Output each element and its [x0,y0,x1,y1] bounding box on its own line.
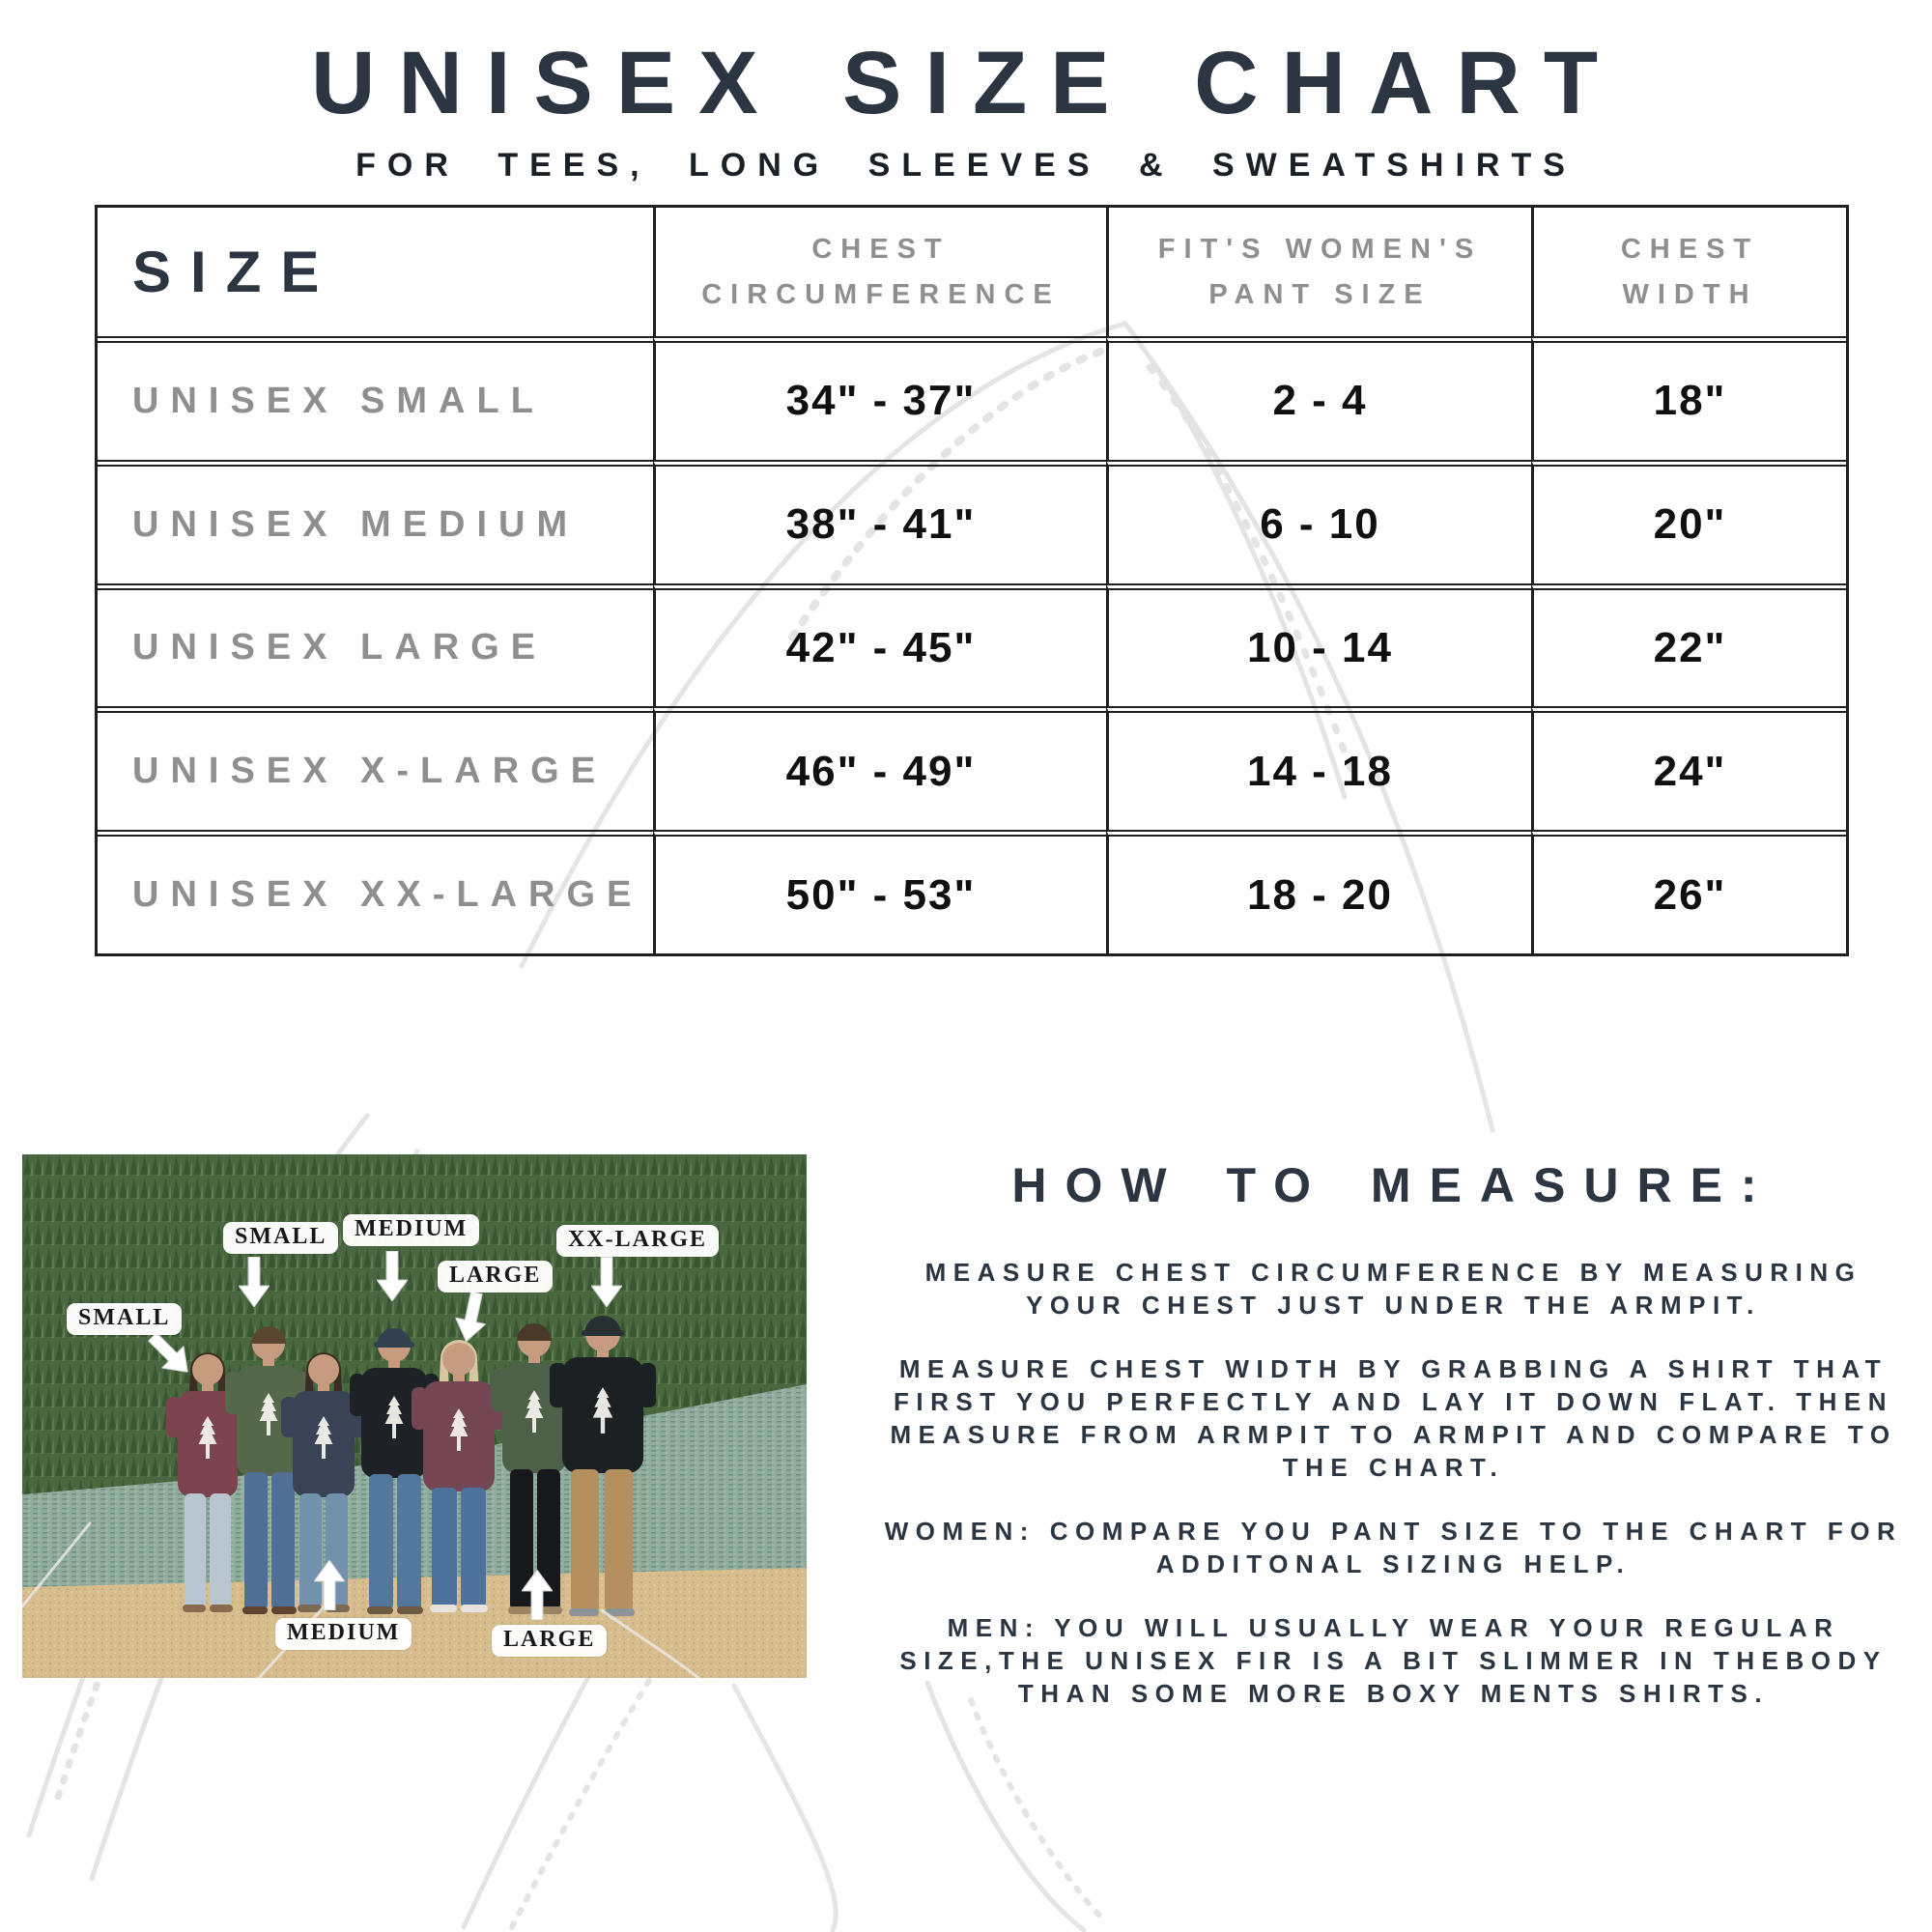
how-to-measure-section [874,1157,1913,1737]
table-cell: 24" [1531,706,1846,830]
page-subtitle: FOR TEES, LONG SLEEVES & SWEATSHIRTS [355,147,1577,184]
table-cell: 10 - 14 [1106,583,1531,707]
size-table [95,205,1849,956]
group-photo [22,1154,807,1678]
table-row-size-label: UNISEX XX-LARGE [98,830,653,953]
table-cell: 18" [1531,336,1846,460]
measure-instruction-chest-circumference: MEASURE CHEST CIRCUMFERENCE BY MEASURING YOUR CHEST JUST UNDER THE ARMPIT. [924,1258,1862,1320]
table-cell: 6 - 10 [1106,460,1531,583]
size-callout-medium-bottom: MEDIUM [275,1618,412,1650]
measure-instruction-chest-width: MEASURE CHEST WIDTH BY GRABBING A SHIRT THAT FIRST YOU PERFECTLY AND LAY IT DOWN FLAT. THEN MEASURE FROM ARMPIT TO ARMPIT AND COMPARE TO THE CHART. [890,1354,1897,1482]
table-cell: 20" [1531,460,1846,583]
column-header-chest-circumference: CHEST CIRCUMFERENCE [653,208,1106,336]
table-cell: 50" - 53" [653,830,1106,953]
how-to-measure-heading: HOW TO MEASURE: [1011,1158,1776,1212]
size-callout-small-top: SMALL [223,1222,338,1254]
page-title: UNISEX SIZE CHART [310,34,1622,132]
table-cell: 14 - 18 [1106,706,1531,830]
table-row-size-label: UNISEX MEDIUM [98,460,653,583]
table-row-size-label: UNISEX X-LARGE [98,706,653,830]
table-cell: 18 - 20 [1106,830,1531,953]
measure-instruction-men: MEN: YOU WILL USUALLY WEAR YOUR REGULAR SIZE,THE UNISEX FIR IS A BIT SLIMMER IN THEBODY THAN SOME MORE BOXY MENTS SHIRTS. [899,1613,1888,1708]
table-cell: 2 - 4 [1106,336,1531,460]
column-header-size: SIZE [132,240,339,304]
size-callout-xx-large: XX-LARGE [556,1225,719,1257]
table-cell: 38" - 41" [653,460,1106,583]
column-header-womens-pant-size: FIT'S WOMEN'S PANT SIZE [1106,208,1531,336]
table-cell: 26" [1531,830,1846,953]
table-row-size-label: UNISEX SMALL [98,336,653,460]
table-row-size-label: UNISEX LARGE [98,583,653,707]
measure-instruction-women: WOMEN: COMPARE YOU PANT SIZE TO THE CHART FOR ADDITONAL SIZING HELP. [884,1517,1903,1578]
table-cell: 34" - 37" [653,336,1106,460]
column-header-chest-width: CHEST WIDTH [1531,208,1846,336]
table-cell: 42" - 45" [653,583,1106,707]
size-callout-small-left: SMALL [67,1303,182,1335]
table-cell: 22" [1531,583,1846,707]
table-cell: 46" - 49" [653,706,1106,830]
size-callout-large-bottom: LARGE [492,1625,607,1657]
size-callout-large-mid: LARGE [438,1261,553,1293]
size-callout-medium-top: MEDIUM [343,1214,479,1246]
